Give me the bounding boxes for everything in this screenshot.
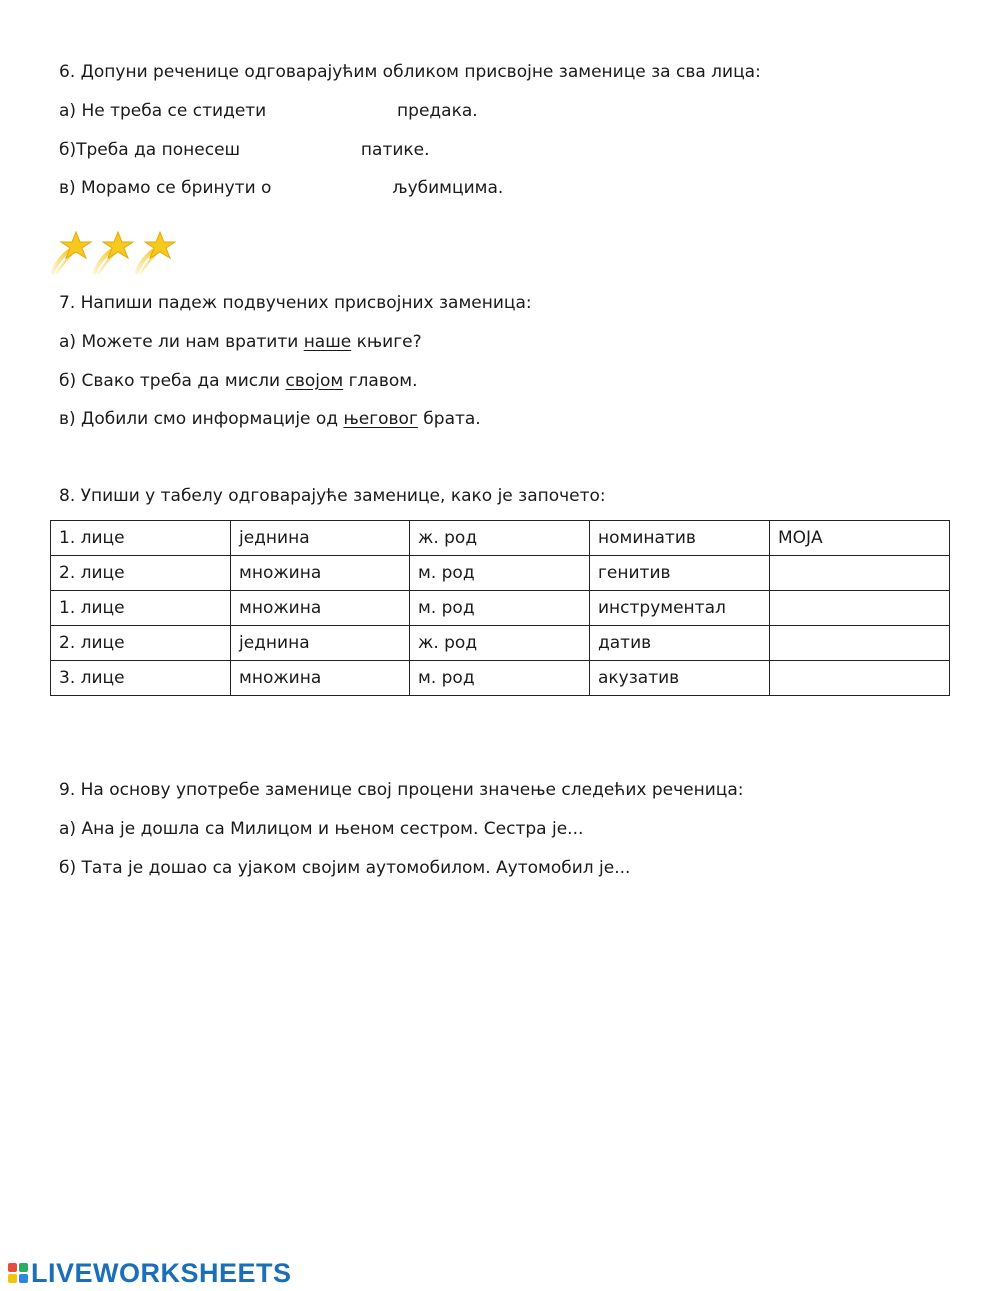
q6-title: 6. Допуни реченице одговарајућим обликом присвојне заменице за сва лица: — [59, 62, 761, 82]
q6-a-before: а) Не треба се стидети — [59, 101, 267, 121]
star-icon — [136, 232, 175, 274]
q6-c-after: љубимцима. — [392, 178, 504, 198]
table-row — [51, 521, 950, 556]
cell-answer — [770, 626, 950, 661]
answer-example: МОЈА — [778, 528, 823, 548]
q6-a — [59, 100, 478, 125]
q6-b — [59, 139, 430, 164]
q7-c-before: в) Добили смо информације од — [59, 409, 339, 429]
answer-input[interactable] — [778, 563, 938, 583]
logo-square — [19, 1263, 28, 1272]
q8-title: 8. Упиши у табелу одговарајуће заменице, како је започето: — [59, 486, 606, 506]
logo-square — [8, 1263, 17, 1272]
q7-b — [59, 370, 417, 392]
cell-answer — [770, 661, 950, 696]
q9-b: б) Тата је дошао са ујаком својим аутомобилом. Аутомобил је... — [59, 858, 631, 878]
shooting-stars-icon — [48, 228, 178, 278]
q7-b-before: б) Свако треба да мисли — [59, 371, 281, 391]
logo-square — [8, 1274, 17, 1283]
q7-c-after: брата. — [423, 409, 481, 429]
cell-person: 2. лице — [51, 626, 231, 661]
cell-answer — [770, 556, 950, 591]
cell-person: 1. лице — [51, 521, 231, 556]
cell-gender: м. род — [410, 591, 590, 626]
q7-c-pronoun: његовог — [343, 409, 418, 429]
cell-number: множина — [231, 661, 410, 696]
cell-answer — [770, 521, 950, 556]
q6-b-input[interactable] — [246, 144, 356, 164]
star-icon — [94, 232, 133, 274]
q7-b-after: главом. — [348, 371, 418, 391]
cell-number: множина — [231, 591, 410, 626]
q7-b-pronoun: својом — [285, 371, 344, 391]
q6-b-before: б)Треба да понесеш — [59, 140, 241, 160]
star-icon — [52, 232, 91, 274]
cell-number: множина — [231, 556, 410, 591]
q7-a — [59, 331, 422, 353]
q9-a: а) Ана је дошла са Милицом и њеном сестром. Сестра је... — [59, 819, 584, 839]
table-row — [51, 626, 950, 661]
q6-a-input[interactable] — [272, 105, 392, 125]
q7-a-after: књиге? — [356, 332, 422, 352]
q7-a-pronoun: наше — [303, 332, 352, 352]
q7-title: 7. Напиши падеж подвучених присвојних заменица: — [59, 293, 532, 313]
cell-case: датив — [590, 626, 770, 661]
answer-input[interactable] — [778, 633, 938, 653]
table-row — [51, 661, 950, 696]
cell-case: номинатив — [590, 521, 770, 556]
brand-name: LIVEWORKSHEETS — [31, 1257, 292, 1288]
q6-c-input[interactable] — [277, 182, 387, 202]
q6-c — [59, 177, 503, 202]
cell-case: генитив — [590, 556, 770, 591]
cell-gender: м. род — [410, 661, 590, 696]
q6-b-after: патике. — [360, 140, 430, 160]
footer-brand[interactable] — [8, 1258, 292, 1288]
table-row — [51, 556, 950, 591]
cell-case: акузатив — [590, 661, 770, 696]
q6-a-after: предака. — [397, 101, 478, 121]
cell-case: инструментал — [590, 591, 770, 626]
cell-gender: ж. род — [410, 521, 590, 556]
table-row — [51, 591, 950, 626]
logo-square — [19, 1274, 28, 1283]
cell-person: 1. лице — [51, 591, 231, 626]
cell-person: 3. лице — [51, 661, 231, 696]
cell-gender: м. род — [410, 556, 590, 591]
q9-title: 9. На основу употребе заменице свој процени значење следећих реченица: — [59, 780, 744, 800]
liveworksheets-logo-icon — [8, 1263, 28, 1283]
cell-gender: ж. род — [410, 626, 590, 661]
cell-number: једнина — [231, 521, 410, 556]
answer-input[interactable] — [778, 598, 938, 618]
q7-c — [59, 408, 481, 430]
cell-person: 2. лице — [51, 556, 231, 591]
cell-answer — [770, 591, 950, 626]
pronoun-table — [50, 520, 950, 696]
q7-a-before: а) Можете ли нам вратити — [59, 332, 299, 352]
cell-number: једнина — [231, 626, 410, 661]
answer-input[interactable] — [778, 668, 938, 688]
q6-c-before: в) Морамо се бринути о — [59, 178, 272, 198]
